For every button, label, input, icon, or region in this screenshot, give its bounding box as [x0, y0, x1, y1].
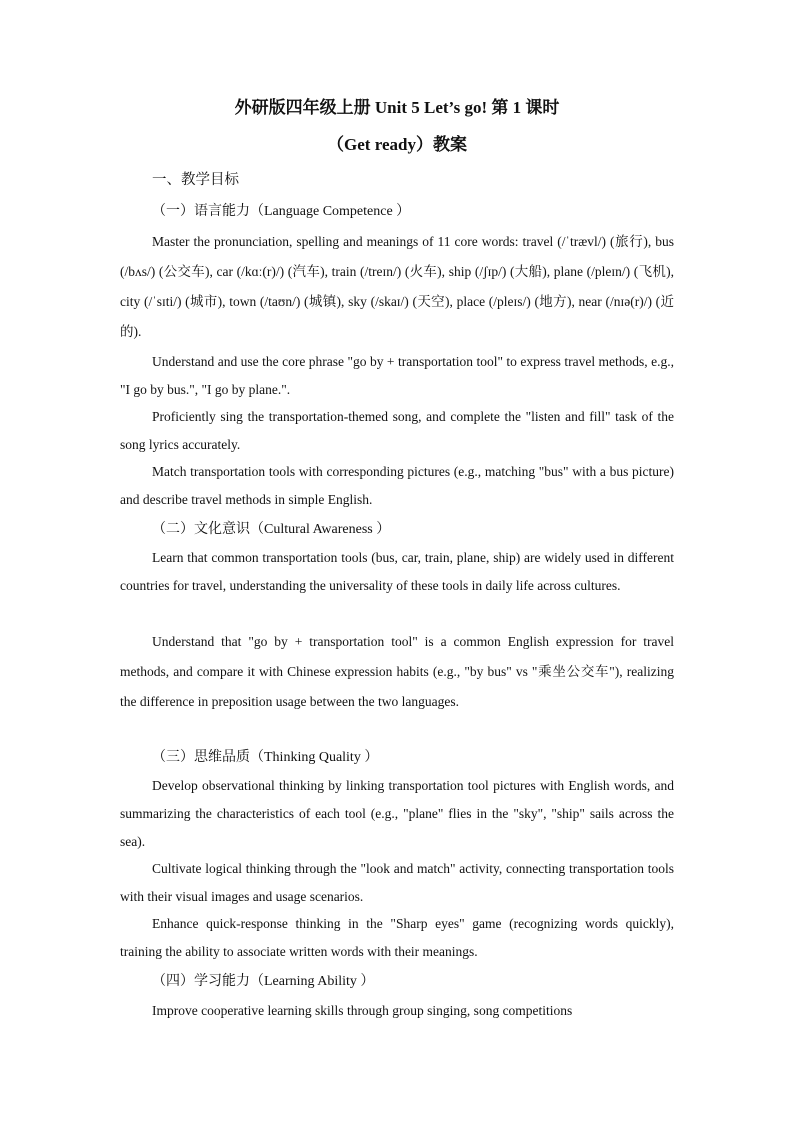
paragraph: Understand that "go by + transportation tool" is a common English expression for travel methods, and compare it with Chinese expression habits (e.g., "by bus" vs "乘坐公交车"), realizing the difference in preposition usage between the two languages.: [120, 634, 674, 709]
subsection-heading-en: Cultural Awareness ）: [264, 522, 391, 537]
subsection-heading-cn: （一）语言能力（: [152, 203, 264, 219]
subsection-heading-language-competence: [152, 201, 410, 222]
section-heading-teaching-objectives: 一、教学目标: [152, 172, 239, 188]
subsection-heading-cn: （三）思维品质（: [152, 749, 264, 765]
paragraph: Enhance quick-response thinking in the "Sharp eyes" game (recognizing words quickly), training the ability to associate written words with their meanings.: [120, 916, 674, 959]
paragraph: Match transportation tools with corresponding pictures (e.g., matching "bus" with a bus picture) and describe travel methods in simple English.: [120, 464, 674, 507]
paragraph: Cultivate logical thinking through the "look and match" activity, connecting transportation tools with their visual images and usage scenarios.: [120, 861, 674, 904]
paragraph: Develop observational thinking by linking transportation tool pictures with English words, and summarizing the characteristics of each tool (e.g., "plane" flies in the "sky", "ship" sails across the sea).: [120, 778, 674, 849]
paragraph: Proficiently sing the transportation-themed song, and complete the "listen and fill" task of the song lyrics accurately.: [120, 409, 674, 452]
paragraph: Learn that common transportation tools (bus, car, train, plane, ship) are widely used in different countries for travel, understanding the universality of these tools in daily life across cultures.: [120, 550, 674, 593]
paragraph: Improve cooperative learning skills through group singing, song competitions: [152, 1003, 573, 1018]
document-subtitle: （Get ready）教案: [327, 135, 467, 154]
subsection-heading-cn: （二）文化意识（: [152, 521, 264, 537]
subsection-heading-en: Language Competence ）: [264, 204, 411, 219]
subsection-heading-thinking-quality: [152, 747, 378, 768]
paragraph: Understand and use the core phrase "go by + transportation tool" to express travel methods, e.g., "I go by bus.", "I go by plane.".: [120, 354, 674, 397]
subsection-heading-learning-ability: [152, 971, 374, 992]
subsection-heading-en: Thinking Quality ）: [264, 750, 379, 765]
subsection-heading-cultural-awareness: [152, 519, 390, 540]
document-title: 外研版四年级上册 Unit 5 Let’s go! 第 1 课时: [234, 98, 560, 117]
subsection-heading-en: Learning Ability ）: [264, 974, 375, 989]
subsection-heading-cn: （四）学习能力（: [152, 973, 264, 989]
paragraph: Master the pronunciation, spelling and meanings of 11 core words: travel (/ˈtrævl/) (旅行), bus (/bʌs/) (公交车), car (/kɑː(r)/) (汽车), train (/treɪn/) (火车), ship (/ʃɪp/) (大船), plane (/pleɪn/) (飞机), city (/ˈsɪti/) (城市), town (/taʊn/) (城镇), sky (/skaɪ/) (天空), place (/pleɪs/) (地方), near (/nɪə(r)/) (近的).: [120, 234, 674, 339]
